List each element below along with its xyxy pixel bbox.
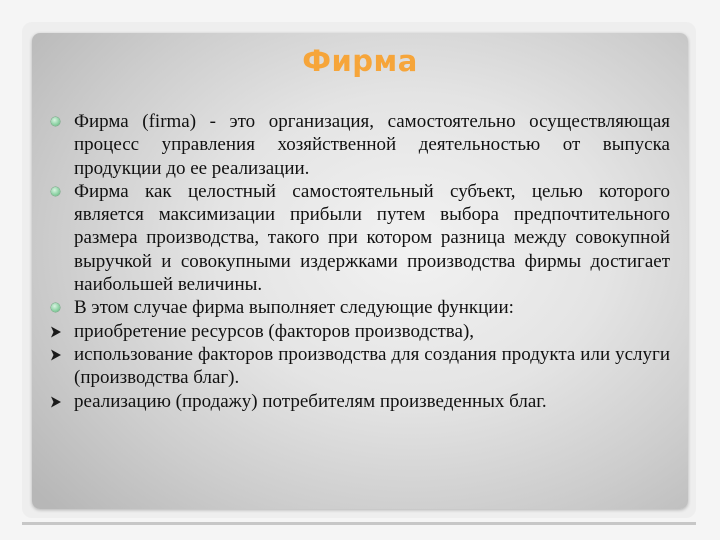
bullet-list	[48, 110, 670, 413]
item-text: реализацию (продажу) потребителям произведенных благ.	[74, 390, 547, 412]
bottom-divider	[22, 522, 696, 525]
round-bullet-icon	[48, 110, 66, 133]
item-text: Фирма (firma) - это организация, самостоятельно осуществляющая процесс управления хозяйственной деятельностью от выпуска продукции до ее реализации.	[74, 111, 670, 179]
arrow-bullet-icon	[48, 390, 66, 413]
item-text: В этом случае фирма выполняет следующие функции:	[74, 297, 514, 319]
list-item	[48, 180, 670, 296]
item-text: использование факторов производства для создания продукта или услуги (производства благ).	[74, 343, 670, 389]
round-bullet-icon	[48, 180, 66, 203]
item-text: Фирма как целостный самостоятельный субъект, целью которого является максимизации прибыли путем выбора предпочтительного размера производства, такого при котором разница между совокупной выручкой и совокупными издержками производства фирмы достигает наибольшей величины.	[74, 180, 670, 296]
list-item	[48, 110, 670, 180]
round-bullet-icon	[48, 296, 66, 319]
item-text: приобретение ресурсов (факторов производства),	[74, 320, 475, 342]
list-item	[48, 343, 670, 390]
list-item	[48, 296, 670, 319]
arrow-bullet-icon	[48, 343, 66, 366]
arrow-bullet-icon	[48, 320, 66, 343]
slide-title: Фирма	[302, 44, 418, 78]
list-item	[48, 320, 670, 343]
list-item	[48, 390, 670, 413]
